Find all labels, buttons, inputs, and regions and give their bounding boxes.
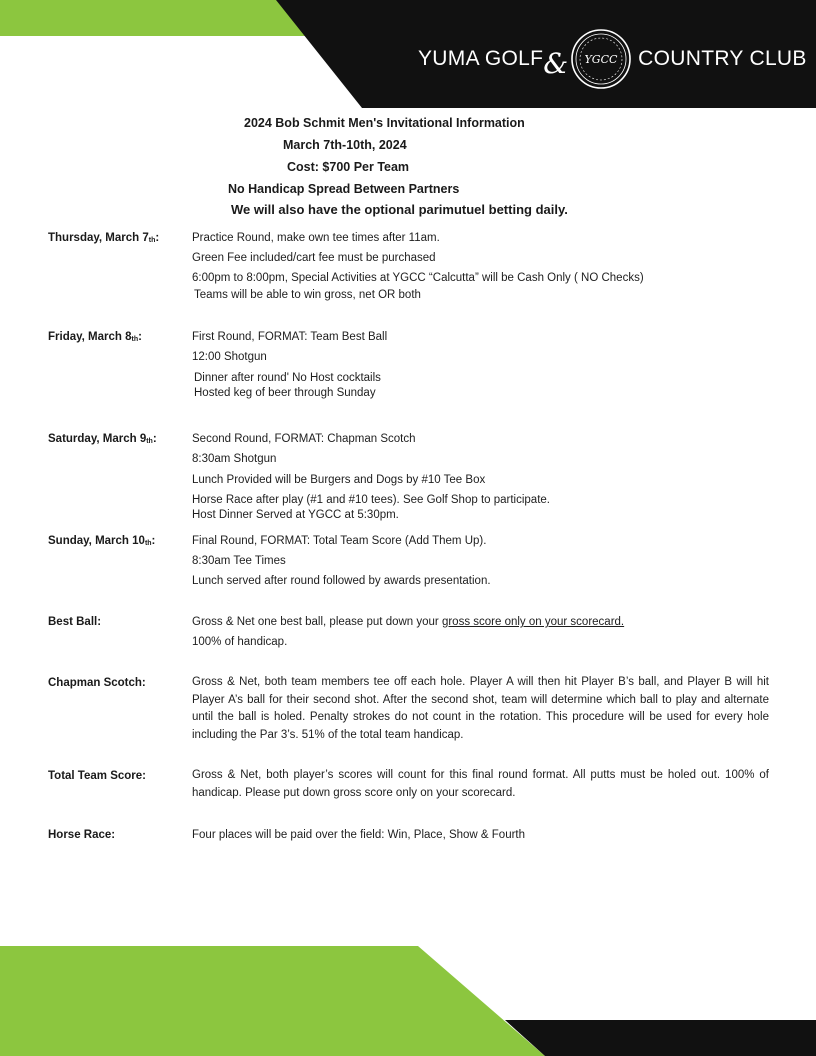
footer-green-band [0,946,545,1056]
total-team-score-description: Gross & Net, both player’s scores will count for this final round format. All putts must be holed out. 100% of handicap. Please put down gross score only on your scorecard. [192,769,769,799]
title-line-handicap: No Handicap Spread Between Partners [228,182,460,196]
friday-line: Dinner after round' No Host cocktails [194,372,381,384]
day-label-saturday: Saturday, March 9th: [48,433,157,445]
format-label-chapman-scotch: Chapman Scotch: [48,677,146,689]
title-line-dates: March 7th-10th, 2024 [283,138,407,152]
saturday-line: Second Round, FORMAT: Chapman Scotch [192,433,416,445]
thursday-line: Teams will be able to win gross, net OR both [194,289,421,301]
header-green-band [0,0,320,36]
format-label-total-team-score: Total Team Score: [48,770,146,782]
thursday-line: 6:00pm to 8:00pm, Special Activities at YGCC “Calcutta” will be Cash Only ( NO Checks) [192,272,644,284]
saturday-line: Horse Race after play (#1 and #10 tees). See Golf Shop to participate. [192,494,550,506]
format-label-best-ball: Best Ball: [48,616,102,628]
saturday-line: Lunch Provided will be Burgers and Dogs by #10 Tee Box [192,474,486,486]
format-label-horse-race: Horse Race: [48,829,116,841]
chapman-scotch-description: Gross & Net, both team members tee off each hole. Player A will then hit Player B’s ball, and Player B will hit Player A’s ball for their second shot. After the second shot, team will determine which ball to play and alternate until the ball is holed. Penalty strokes do not count in the rotation. This procedure will be used for every hole including the Par 3’s. 51% of the total team handicap. [192,676,769,741]
title-line-event: 2024 Bob Schmit Men's Invitational Information [244,116,525,130]
day-label-sunday: Sunday, March 10th: [48,535,156,547]
title-line-cost: Cost: $700 Per Team [287,160,410,174]
club-seal-icon [570,28,632,90]
title-line-betting: We will also have the optional parimutuel betting daily. [231,202,568,217]
friday-line: Hosted keg of beer through Sunday [194,387,376,399]
sunday-line: 8:30am Tee Times [192,555,286,567]
logo-ampersand: & [543,46,569,80]
thursday-line: Green Fee included/cart fee must be purchased [192,252,436,264]
club-logo [418,26,807,92]
day-label-friday: Friday, March 8th: [48,331,142,343]
friday-line: First Round, FORMAT: Team Best Ball [192,331,388,343]
footer-black-band [505,1020,816,1056]
thursday-line: Practice Round, make own tee times after 11am. [192,232,440,244]
saturday-line: 8:30am Shotgun [192,453,277,465]
best-ball-handicap: 100% of handicap. [192,636,288,648]
sunday-line: Final Round, FORMAT: Total Team Score (Add Them Up). [192,535,487,547]
logo-text-right: COUNTRY CLUB [638,47,807,70]
underlined-scorecard-note: gross score only on your scorecard. [441,616,625,628]
horse-race-description: Four places will be paid over the field: Win, Place, Show & Fourth [192,829,526,841]
sunday-line: Lunch served after round followed by awards presentation. [192,575,491,587]
seal-monogram: YGCC [584,53,618,66]
logo-text-left: YUMA GOLF [418,47,544,70]
saturday-line: Host Dinner Served at YGCC at 5:30pm. [192,509,399,521]
friday-line: 12:00 Shotgun [192,351,267,363]
day-label-thursday: Thursday, March 7th: [48,232,160,244]
best-ball-description: Gross & Net one best ball, please put down your gross score only on your scorecard. [192,616,625,628]
